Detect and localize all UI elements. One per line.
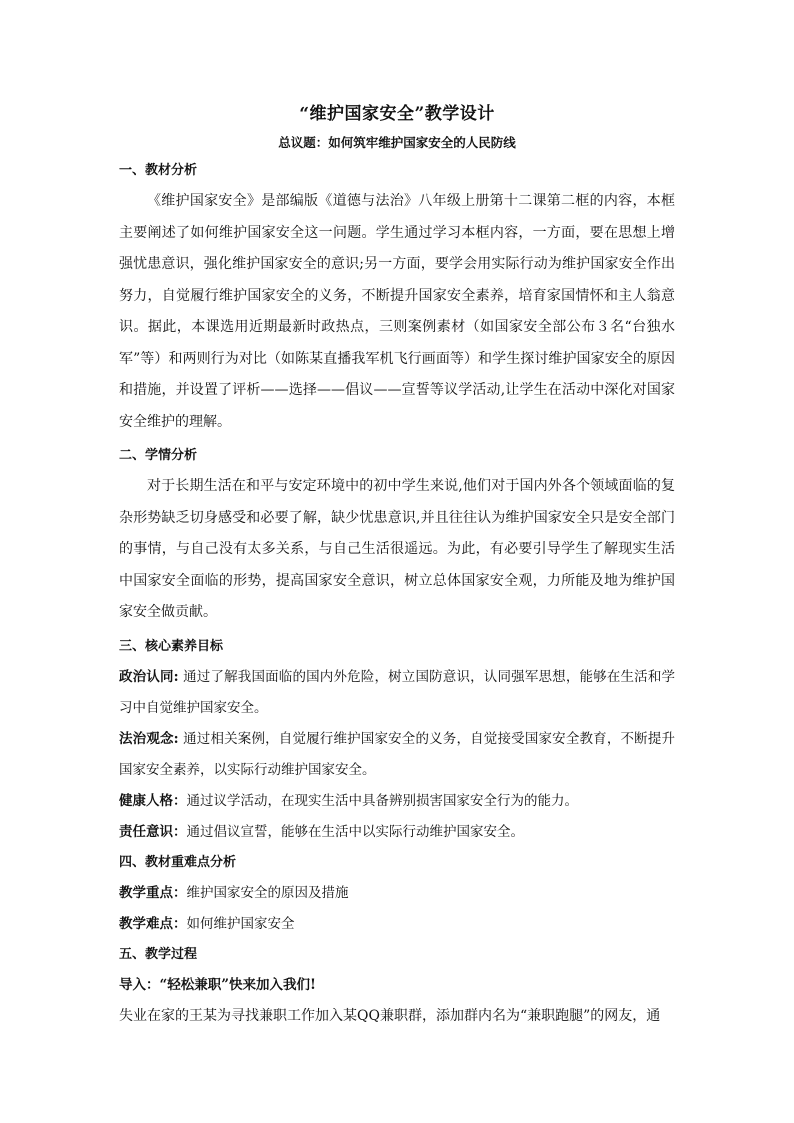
document-title: “维护国家安全”教学设计 [299, 104, 495, 124]
difficult-point-item [119, 909, 675, 940]
lesson-intro-paragraph: 失业在家的王某为寻找兼职工作加入某QQ兼职群，添加群内名为“兼职跑腿”的网友，通 [119, 1007, 661, 1024]
goal-text: 通过相关案例，自觉履行维护国家安全的义务，自觉接受国家安全教育，不断提升国家安全素养，以实际行动维护国家安全。 [119, 730, 675, 778]
goal-label: 健康人格： [119, 792, 187, 809]
key-point-text: 维护国家安全的原因及措施 [186, 884, 349, 901]
section-heading-teaching-process: 五、教学过程 [119, 946, 198, 962]
goal-label: 政治认同: [119, 668, 179, 685]
section-paragraph-textbook-analysis: 《维护国家安全》是部编版《道德与法治》八年级上册第十二课第二框的内容，本框主要阐述了如何维护国家安全这一问题。学生通过学习本框内容，一方面，要在思想上增强忧患意识，强化维护国家安全的意识;另一方面，要学会用实际行动为维护国家安全作出努力，自觉履行维护国家安全的义务，不断提升国家安全素养，培育家国情怀和主人翁意识。据此，本课选用近期最新时政热点，三则案例素材（如国家安全部公布３名“台独水军”等）和两则行为对比（如陈某直播我军机飞行画面等）和学生探讨维护国家安全的原因和措施，并设置了评析——选择——倡议——宣誓等议学活动,让学生在活动中深化对国家安全维护的理解。 [119, 193, 675, 430]
section-heading-textbook-analysis: 一、教材分析 [119, 163, 198, 178]
goal-text: 通过倡议宣誓，能够在生活中以实际行动维护国家安全。 [186, 823, 524, 840]
section-heading-key-points: 四、教材重难点分析 [119, 854, 237, 870]
document-content [119, 100, 675, 1032]
difficult-point-text: 如何维护国家安全 [186, 915, 295, 932]
goal-label: 法治观念: [119, 730, 179, 747]
goal-label: 责任意识： [119, 823, 187, 840]
goal-text: 通过议学活动，在现实生活中具备辨别损害国家安全行为的能力。 [186, 792, 578, 809]
document-subtitle: 总议题：如何筑牢维护国家安全的人民防线 [278, 135, 516, 150]
lesson-intro-label: 导入：“轻松兼职”快来加入我们! [119, 976, 316, 993]
goal-item-healthy-personality [119, 786, 675, 817]
key-point-item [119, 878, 675, 909]
goal-item-responsibility [119, 817, 675, 848]
goal-text: 通过了解我国面临的国内外危险，树立国防意识，认同强军思想，能够在生活和学习中自觉维护国家安全。 [119, 668, 675, 716]
section-heading-core-goals: 三、核心素养目标 [119, 638, 224, 654]
section-paragraph-student-analysis: 对于长期生活在和平与安定环境中的初中学生来说,他们对于国内外各个领域面临的复杂形势缺乏切身感受和必要了解，缺少忧患意识,并且往往认为维护国家安全只是安全部门的事情，与自己没有太多关系，与自己生活很遥远。为此，有必要引导学生了解现实生活中国家安全面临的形势，提高国家安全意识，树立总体国家安全观，力所能及地为维护国家安全做贡献。 [119, 478, 675, 620]
section-heading-student-analysis: 二、学情分析 [119, 448, 198, 463]
difficult-point-label: 教学难点： [119, 915, 187, 932]
goal-item-political-identity [119, 662, 675, 724]
goal-item-rule-of-law [119, 724, 675, 786]
key-point-label: 教学重点： [119, 884, 187, 901]
